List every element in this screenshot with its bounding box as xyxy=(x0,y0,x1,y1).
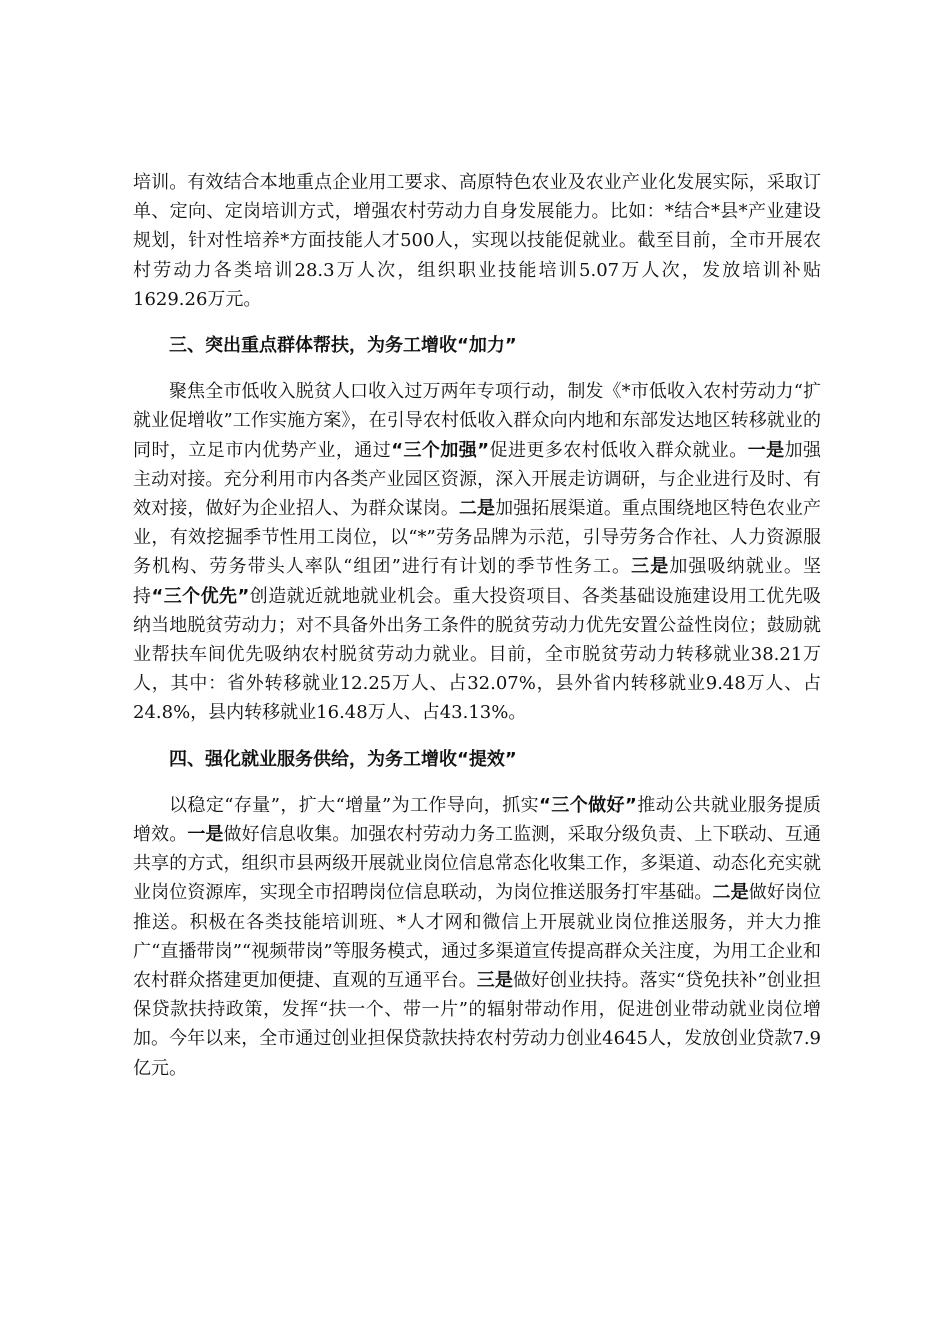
bold-phrase: “三个加强” xyxy=(391,439,490,461)
body-text: 聚焦全市低收入脱贫人口收入过万两年专项行动，制发《*市低收入农村劳动力“扩就业促增收”工作实施方案》，在引导农村低收入群众向内地和东部发达地区转移就业的同时，立足市内优势产业，通过 xyxy=(133,381,821,461)
body-text: 加强主动对接。充分利用市内各类产业园区资源，深入开展走访调研，与企业进行及时、有效对接，做好为企业招人、为群众谋岗。 xyxy=(133,439,822,520)
bold-phrase: 二是 xyxy=(712,882,749,904)
body-text: 做好创业扶持。落实“贷免扶补”创业担保贷款扶持政策，发挥“扶一个、带一片”的辐射带动作用，促进创业带动就业岗位增加。今年以来，全市通过创业担保贷款扶持农村劳动力创业4645人，发放创业贷款7.9亿元。 xyxy=(133,970,822,1079)
bold-phrase: “三个做好” xyxy=(539,794,637,816)
bold-phrase: 一是 xyxy=(747,439,785,461)
body-text: 加强拓展渠道。重点围绕地区特色农业产业，有效挖掘季节性用工岗位，以“*”劳务品牌为示范，引导劳务合作社、人力资源服务机构、劳务带头人率队“组团”进行有计划的季节性务工。 xyxy=(133,498,822,578)
section-3-body xyxy=(133,377,821,727)
body-text: 做好岗位推送。积极在各类技能培训班、*人才网和微信上开展就业岗位推送服务，并大力推广“直播带岗”“视频带岗”等服务模式，通过多渠道宣传提高群众关注度，为用工企业和农村群众搭建更加便捷、直观的互通平台。 xyxy=(133,882,822,992)
bold-phrase: 一是 xyxy=(187,824,224,846)
section-4-body xyxy=(133,791,821,1083)
body-text: 创造就近就地就业机会。重大投资项目、各类基础设施建设用工优先吸纳当地脱贫劳动力；对不具备外出务工条件的脱贫劳动力优先安置公益性岗位；鼓励就业帮扶车间优先吸纳农村脱贫劳动力就业。目前，全市脱贫劳动力转移就业38.21万人，其中：省外转移就业12.25万人、占32.07%，县外省内转移就业9.48万人、占24.8%，县内转移就业16.48万人、占43.13%。 xyxy=(133,585,822,724)
body-text: 做好信息收集。加强农村劳动力务工监测，采取分级负责、上下联动、互通共享的方式，组织市县两级开展就业岗位信息常态化收集工作，多渠道、动态化充实就业岗位资源库，实现全市招聘岗位信息联动，为岗位推送服务打牢基础。 xyxy=(133,824,822,904)
body-text: 促进更多农村低收入群众就业。 xyxy=(489,439,748,461)
body-text: 以稳定“存量”，扩大“增量”为工作导向，抓实 xyxy=(169,794,540,816)
section-4-heading: 四、强化就业服务供给，为务工增收“提效” xyxy=(169,748,517,770)
bold-phrase: 三是 xyxy=(631,556,670,578)
bold-phrase: “三个优先” xyxy=(151,585,250,607)
section-3-heading: 三、突出重点群体帮扶，为务工增收“加力” xyxy=(169,335,517,357)
paragraph-training: 培训。有效结合本地重点企业用工要求、高原特色农业及农业产业化发展实际，采取订单、定向、定岗培训方式，增强农村劳动力自身发展能力。比如：*结合*县*产业建设规划，针对性培养*方面技能人才500人，实现以技能促就业。截至目前，全市开展农村劳动力各类培训28.3万人次，组织职业技能培训5.07万人次，发放培训补贴1629.26万元。 xyxy=(133,172,821,310)
body-text: 推动公共就业服务提质增效。 xyxy=(133,794,822,846)
document-page xyxy=(133,168,821,1100)
bold-phrase: 三是 xyxy=(476,970,513,992)
bold-phrase: 二是 xyxy=(458,498,496,520)
body-text: 加强吸纳就业。坚持 xyxy=(133,556,822,607)
